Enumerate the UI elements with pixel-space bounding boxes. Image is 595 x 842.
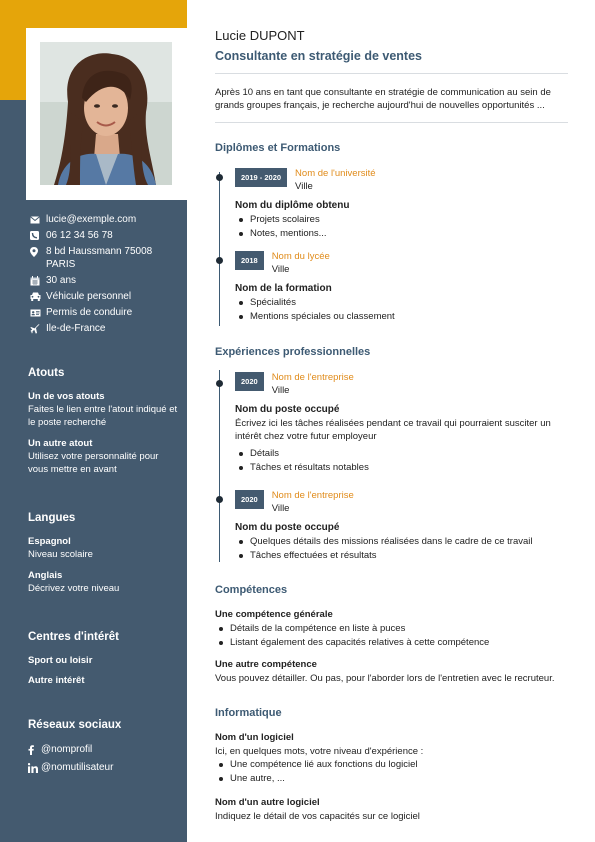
social-facebook-text: @nomprofil — [41, 744, 93, 755]
diplome-1 — [235, 168, 570, 240]
list-item: Tâches et résultats notables — [235, 461, 570, 475]
contact-vehicle — [30, 290, 180, 303]
contact-age — [30, 274, 180, 287]
diplome-1-city: Ville — [295, 181, 313, 192]
diplome-2-dot — [216, 257, 223, 264]
interet-2: Autre intérêt — [28, 675, 85, 686]
envelope-icon — [30, 213, 46, 226]
profile-summary: Après 10 ans en tant que consultante en stratégie de communication au sein de grands groupes français, je recherche aujourd'hui de nouvelles opportunités ... — [215, 87, 551, 111]
contact-mobility — [30, 322, 180, 335]
list-item: Détails — [235, 447, 570, 461]
contact-address-text: 8 bd Haussmann 75008 PARIS — [46, 246, 153, 270]
plane-icon — [30, 322, 46, 335]
atout-2-title: Un autre atout — [28, 438, 93, 449]
experience-1-date: 2020 — [235, 372, 264, 391]
list-item: Spécialités — [235, 296, 570, 310]
list-item: Notes, mentions... — [235, 227, 570, 241]
experience-1-dot — [216, 380, 223, 387]
summary-divider — [215, 122, 568, 123]
phone-icon — [30, 229, 46, 242]
langues-title: Langues — [28, 512, 76, 524]
diplome-2-bullets — [235, 296, 570, 323]
experience-1-bullets — [235, 447, 570, 474]
experience-1-title: Nom du poste occupé — [235, 404, 340, 415]
experience-2-dot — [216, 496, 223, 503]
diplome-2-org: Nom du lycée — [271, 251, 330, 262]
sidebar — [0, 0, 187, 842]
contact-mobility-text: Ile-de-France — [46, 323, 106, 334]
contact-list — [30, 213, 180, 338]
contact-license — [30, 306, 180, 319]
diplome-2-city: Ville — [271, 264, 290, 275]
candidate-name: Lucie DUPONT — [215, 28, 305, 43]
contact-age-text: 30 ans — [46, 275, 77, 286]
location-pin-icon — [30, 245, 46, 258]
experience-2-org: Nom de l'entreprise — [271, 490, 354, 501]
atouts-section — [28, 367, 180, 485]
experience-2-title: Nom du poste occupé — [235, 522, 340, 533]
photo-frame — [26, 28, 187, 200]
social-linkedin-text: @nomutilisateur — [41, 762, 114, 773]
atouts-title: Atouts — [28, 367, 65, 379]
list-item: Détails de la compétence en liste à puces — [215, 622, 570, 636]
competences-title: Compétences — [215, 584, 288, 596]
diplome-2-date: 2018 — [235, 251, 264, 270]
experience-2-city: Ville — [271, 503, 290, 514]
atout-1-title: Un de vos atouts — [28, 391, 105, 402]
diplome-1-bullets — [235, 213, 570, 240]
social-facebook[interactable] — [28, 743, 180, 756]
contact-vehicle-text: Véhicule personnel — [46, 291, 132, 302]
contact-address — [30, 245, 180, 271]
header-divider — [215, 73, 568, 74]
logiciel-1 — [215, 732, 570, 785]
atout-1-text: Faites le lien entre l'atout indiqué et le poste recherché — [28, 404, 178, 428]
candidate-title: Consultante en stratégie de ventes — [215, 49, 423, 63]
diplome-1-org: Nom de l'université — [295, 168, 376, 179]
reseaux-section — [28, 719, 180, 779]
diplome-1-date: 2019 - 2020 — [235, 168, 287, 187]
contact-license-text: Permis de conduire — [46, 307, 133, 318]
experience-1-org: Nom de l'entreprise — [271, 372, 354, 383]
social-linkedin[interactable] — [28, 761, 180, 774]
experience-2-date: 2020 — [235, 490, 264, 509]
car-icon — [30, 290, 46, 303]
experience-1 — [235, 372, 570, 474]
langue-2-text: Décrivez votre niveau — [28, 583, 120, 594]
interets-section — [28, 631, 180, 695]
competence-1-title: Une compétence générale — [215, 609, 333, 620]
contact-phone-text: 06 12 34 56 78 — [46, 230, 113, 241]
diplome-1-dot — [216, 174, 223, 181]
id-card-icon — [30, 306, 46, 319]
diplome-2 — [235, 251, 570, 323]
calendar-icon — [30, 274, 46, 287]
atout-2-text: Utilisez votre personnalité pour vous mettre en avant — [28, 451, 159, 475]
logiciel-1-title: Nom d'un logiciel — [215, 732, 294, 743]
logiciel-1-text: Ici, en quelques mots, votre niveau d'expérience : — [215, 746, 424, 757]
diplome-1-title: Nom du diplôme obtenu — [235, 200, 350, 211]
competence-2 — [215, 659, 570, 685]
competence-1-bullets — [215, 622, 570, 649]
informatique-title: Informatique — [215, 707, 282, 719]
contact-email-text: lucie@exemple.com — [46, 214, 137, 225]
list-item: Une autre, ... — [215, 772, 570, 786]
langue-2-title: Anglais — [28, 570, 63, 581]
competence-1 — [215, 609, 570, 649]
profile-photo — [40, 42, 172, 185]
experience-1-desc: Écrivez ici les tâches réalisées pendant ce travail qui pourraient susciter un intérêt chez votre futur employeur — [235, 418, 551, 442]
list-item: Mentions spéciales ou classement — [235, 310, 570, 324]
diplomes-timeline — [219, 172, 220, 326]
list-item: Une compétence lié aux fonctions du logiciel — [215, 758, 570, 772]
list-item: Listant également des capacités relatives à cette compétence — [215, 636, 570, 650]
langues-section — [28, 512, 180, 604]
contact-email[interactable] — [30, 213, 180, 226]
interet-1: Sport ou loisir — [28, 655, 93, 666]
linkedin-icon — [28, 763, 41, 773]
langue-1-text: Niveau scolaire — [28, 549, 93, 560]
list-item: Tâches effectuées et résultats — [235, 549, 570, 563]
experiences-title: Expériences professionnelles — [215, 346, 371, 358]
contact-phone[interactable] — [30, 229, 180, 242]
diplome-2-title: Nom de la formation — [235, 283, 332, 294]
experience-2 — [235, 490, 570, 562]
competence-2-text: Vous pouvez détailler. Ou pas, pour l'aborder lors de l'entretien avec le recruteur. — [215, 673, 555, 684]
experience-1-city: Ville — [271, 385, 290, 396]
logiciel-2-title: Nom d'un autre logiciel — [215, 797, 320, 808]
logiciel-2-text: Indiquez le détail de vos capacités sur ce logiciel — [215, 811, 420, 822]
diplomes-title: Diplômes et Formations — [215, 142, 341, 154]
experiences-timeline — [219, 370, 220, 562]
list-item: Projets scolaires — [235, 213, 570, 227]
competence-2-title: Une autre compétence — [215, 659, 317, 670]
langue-1-title: Espagnol — [28, 536, 71, 547]
logiciel-1-bullets — [215, 758, 570, 785]
list-item: Quelques détails des missions réalisées dans le cadre de ce travail — [235, 535, 570, 549]
logiciel-2 — [215, 797, 570, 823]
reseaux-title: Réseaux sociaux — [28, 719, 122, 731]
facebook-icon — [28, 745, 41, 755]
experience-2-bullets — [235, 535, 570, 562]
interets-title: Centres d'intérêt — [28, 631, 119, 643]
